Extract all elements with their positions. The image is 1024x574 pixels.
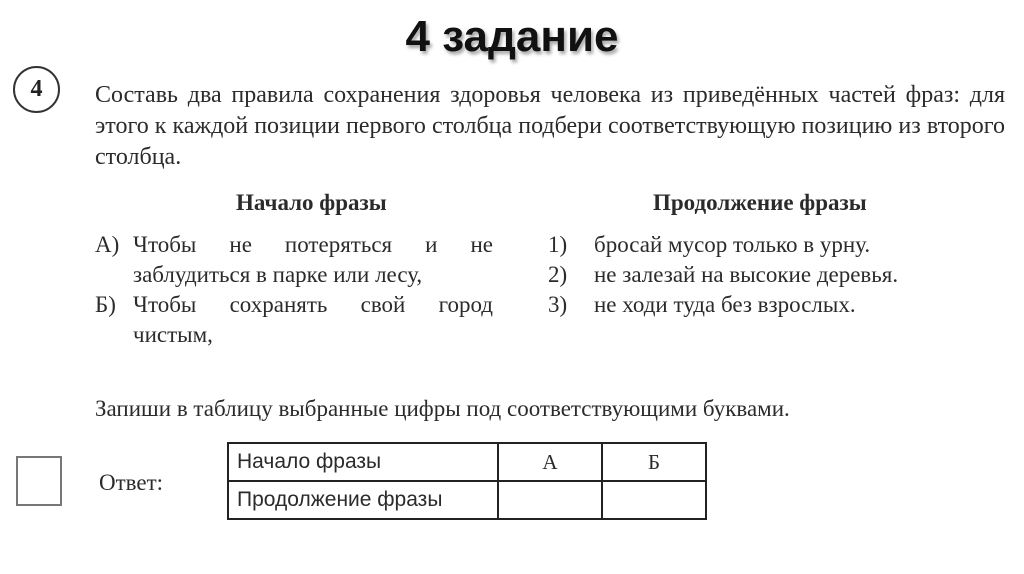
continuation-item-key: 1) — [548, 232, 568, 257]
start-item-line: чистым, — [133, 322, 213, 347]
answer-cell-b[interactable] — [602, 481, 706, 519]
slide-title: 4 задание — [405, 12, 619, 61]
continuation-item-3 — [548, 290, 856, 320]
answer-table-row1-label: Начало фразы — [228, 443, 498, 481]
answer-prompt: Запиши в таблицу выбранные цифры под соответствующими буквами. — [95, 396, 790, 421]
task-instruction: Составь два правила сохранения здоровья человека из приведённых частей фраз: для этого к каждой позиции первого столбца подбери соответствующую позицию из второго столбца. — [95, 82, 1005, 170]
start-item-key: Б) — [95, 292, 116, 317]
continuation-item-key: 3) — [548, 292, 568, 317]
answer-table-col-a: А — [498, 443, 602, 481]
answer-cell-a[interactable] — [498, 481, 602, 519]
task-number-badge: 4 — [13, 66, 60, 113]
continuation-item-1 — [548, 230, 871, 260]
continuation-item-text: не залезай на высокие деревья. — [594, 262, 899, 287]
answer-checkbox[interactable] — [16, 456, 62, 506]
answer-table-row2-label: Продолжение фразы — [228, 481, 498, 519]
answer-table-header-row — [228, 443, 706, 481]
start-item-key: А) — [95, 232, 120, 257]
answer-label: Ответ: — [99, 470, 164, 495]
start-item-line: Чтобы не потеряться и не — [133, 232, 493, 257]
answer-table-input-row — [228, 481, 706, 519]
start-item-line: заблудиться в парке или лесу, — [133, 262, 423, 287]
column-header-continuation: Продолжение фразы — [653, 190, 867, 215]
column-header-start: Начало фразы — [236, 190, 387, 215]
answer-table — [227, 442, 707, 520]
answer-table-col-b: Б — [602, 443, 706, 481]
continuation-item-text: не ходи туда без взрослых. — [594, 292, 856, 317]
start-item-line: Чтобы сохранять свой город — [133, 292, 493, 317]
continuation-item-key: 2) — [548, 262, 568, 287]
continuation-item-2 — [548, 260, 899, 290]
continuation-item-text: бросай мусор только в урну. — [594, 232, 871, 257]
